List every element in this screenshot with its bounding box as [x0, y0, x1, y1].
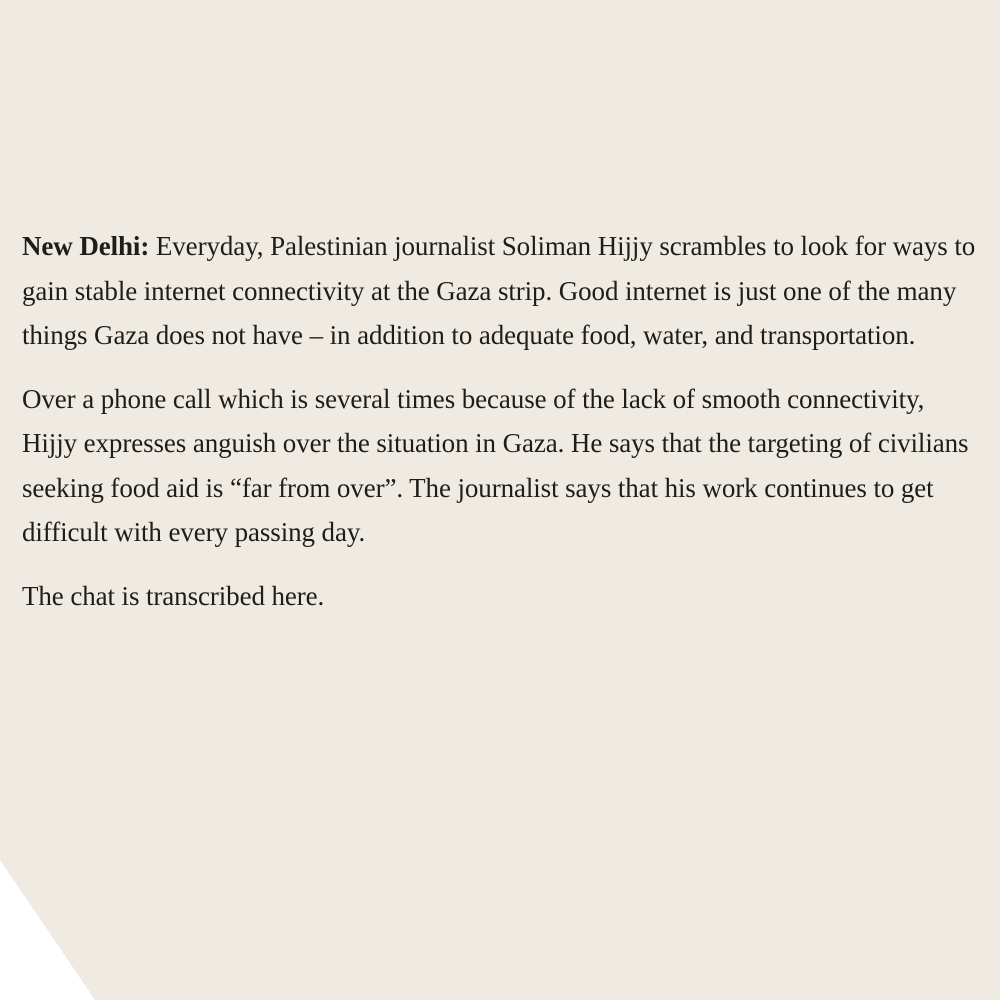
article-paragraph-3: The chat is transcribed here. [22, 580, 325, 611]
dateline: New Delhi: [22, 231, 150, 261]
article-body [22, 224, 982, 637]
article-paragraph-1-text: Everyday, Palestinian journalist Soliman Hijjy scrambles to look for ways to gain stable internet connectivity at the Gaza strip. Good internet is just one of the many things Gaza does not have – in addition to adequate food, water, and transportation. [22, 231, 976, 350]
article-paragraph-2: Over a phone call which is several times because of the lack of smooth connectivity, Hijjy expresses anguish over the situation in Gaza. He says that the targeting of civilians seeking food aid is “far from over”. The journalist says that his work continues to get difficult with every passing day. [22, 383, 969, 547]
article-paragraph-1 [22, 224, 982, 358]
